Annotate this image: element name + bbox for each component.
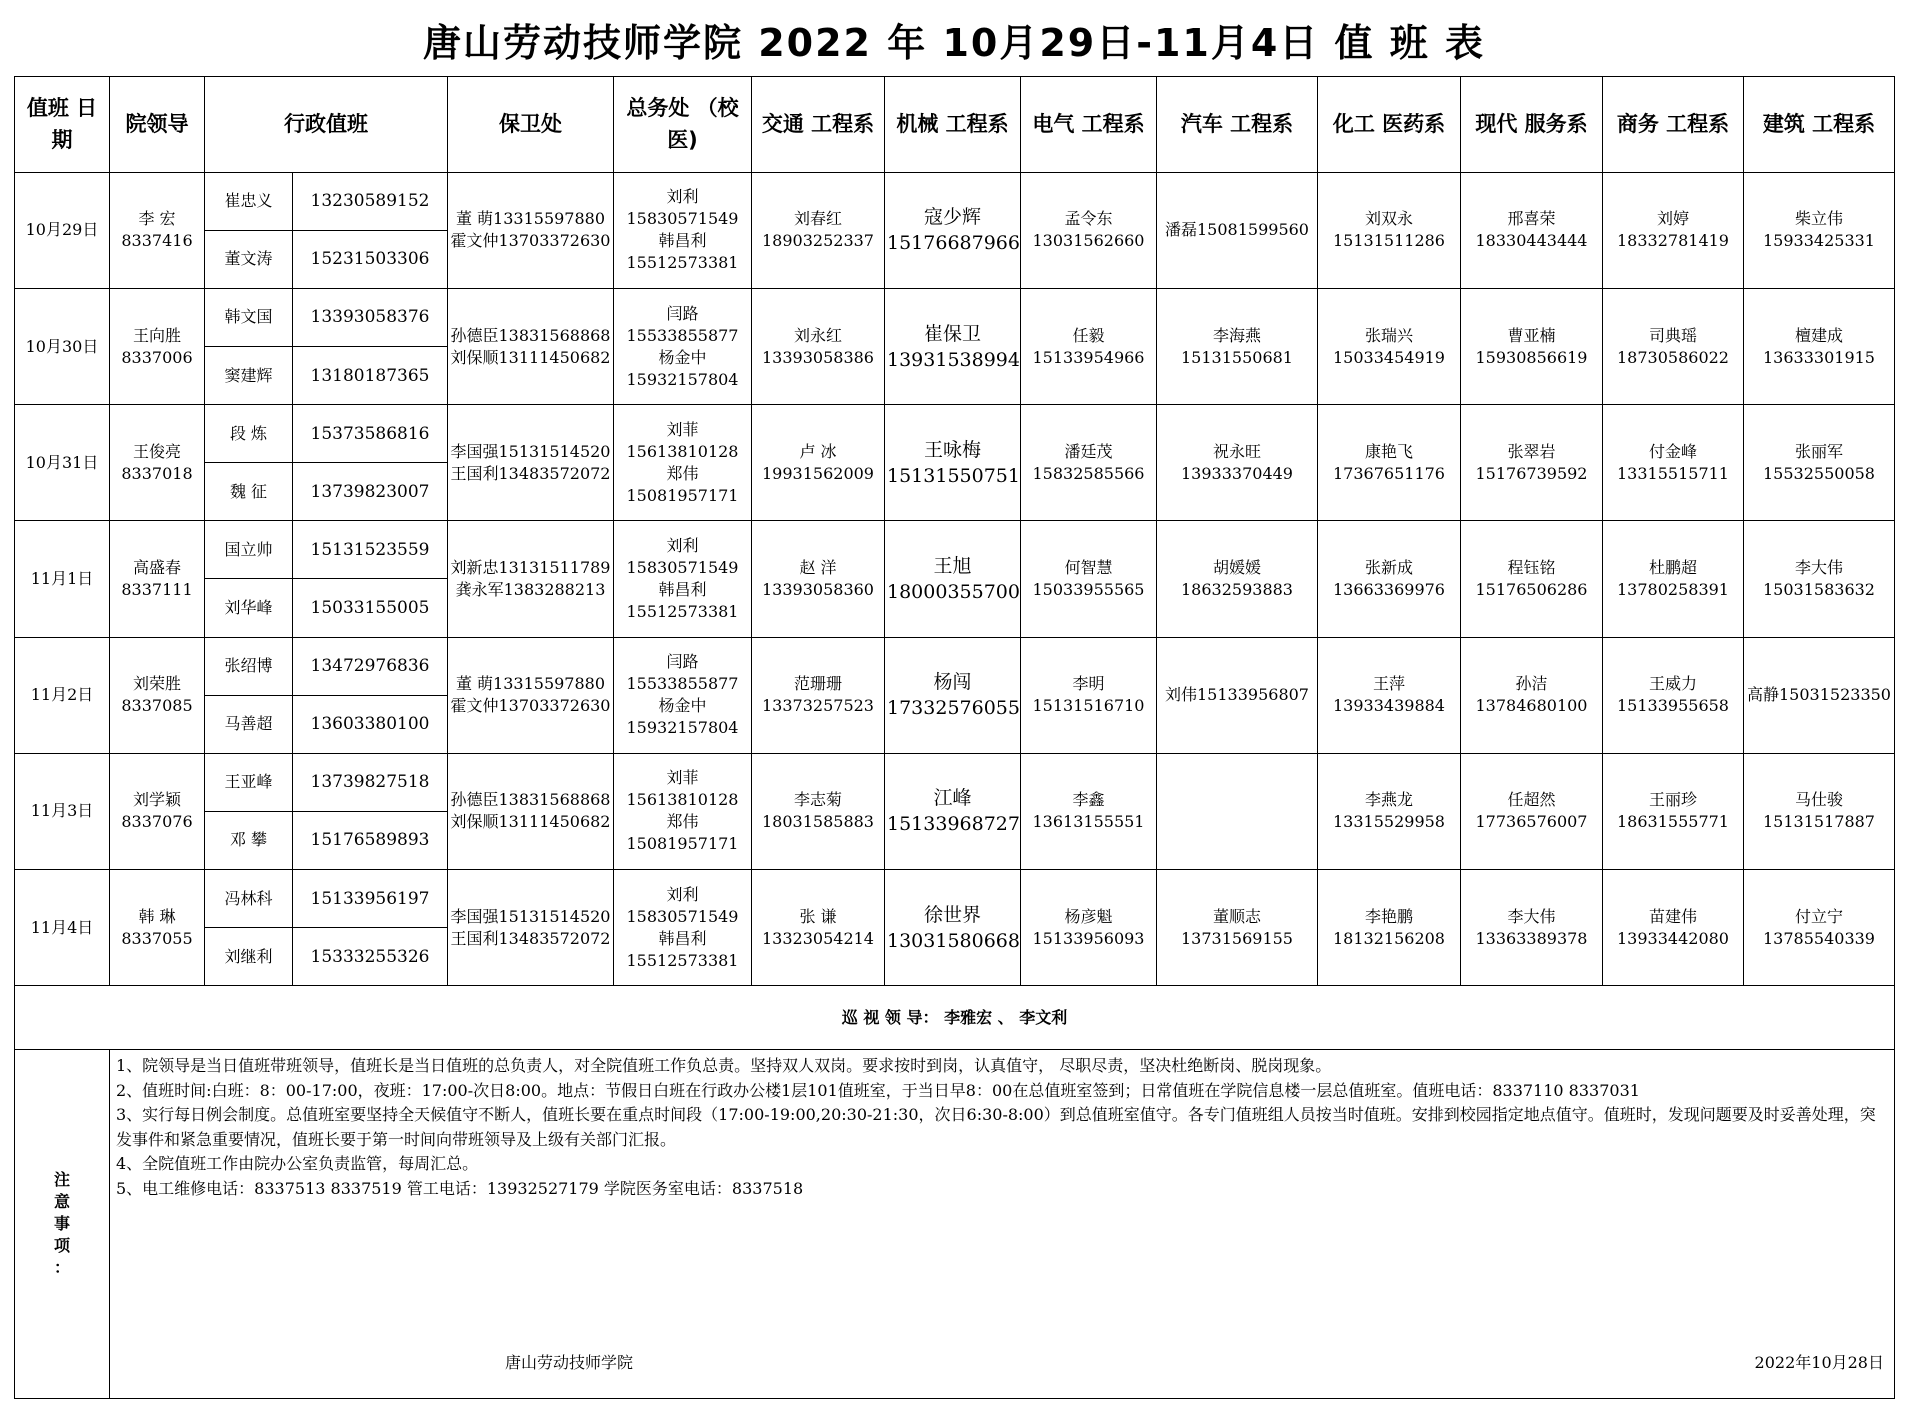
security-cell <box>448 288 614 404</box>
notes-content <box>110 1050 1895 1399</box>
chem-cell-line: 刘双永 <box>1364 209 1413 229</box>
building-cell-line: 柴立伟15933425331 <box>1763 209 1875 251</box>
business-cell-line: 王威力 <box>1648 674 1697 694</box>
security-cell <box>448 870 614 986</box>
auto-cell-line: 潘磊15081599560 <box>1165 220 1309 240</box>
electrical-cell-line: 13031562660 <box>1032 231 1145 251</box>
chem-cell-line: 13663369976 <box>1333 579 1445 599</box>
service-cell <box>1461 870 1603 986</box>
note-item: 3、实行每日例会制度。总值班室要坚持全天候值守不断人，值班长要在重点时间段（17:00-19:00,20:30-21:30，次日6:30-8:00）到总值班室值守。各专门值班组人员按当时值班。安排到校园指定地点值守。值班时，发现问题要及时妥善处理，突发事件和紧急重要情况，值班长要于第一时间向带班领导及上级有关部门汇报。 <box>116 1105 1876 1149</box>
building-cell-line: 付立宁13785540339 <box>1763 906 1875 948</box>
chem-cell <box>1318 637 1461 753</box>
auto-cell-line: 祝永旺13933370449 <box>1181 441 1293 483</box>
building-cell <box>1744 637 1895 753</box>
date-cell: 11月1日 <box>15 521 110 637</box>
electrical-cell <box>1021 288 1157 404</box>
machinery-cell <box>885 405 1021 521</box>
auto-cell <box>1157 405 1318 521</box>
security-cell-line: 刘保顺13111450682 <box>450 347 611 367</box>
service-cell-line: 孙洁13784680100 <box>1475 674 1588 716</box>
general-cell <box>614 172 752 288</box>
service-cell-line: 15176739592 <box>1475 463 1588 483</box>
machinery-cell-line: 18000355700 <box>887 580 1020 603</box>
traffic-cell-line: 卢 冰 <box>799 441 837 461</box>
business-cell-line: 18730586022 <box>1617 347 1729 367</box>
machinery-cell <box>885 753 1021 869</box>
inspection-leaders: 巡 视 领 导： 李雅宏 、 李文利 <box>15 986 1895 1050</box>
business-cell-line: 13933442080 <box>1617 928 1729 948</box>
machinery-cell-line: 王旭 <box>933 554 972 577</box>
table-row <box>15 753 1895 811</box>
service-cell <box>1461 288 1603 404</box>
chem-cell <box>1318 172 1461 288</box>
service-cell <box>1461 753 1603 869</box>
machinery-cell-line: 13931538994 <box>887 348 1020 371</box>
service-cell-line: 张翠岩 <box>1507 441 1556 461</box>
general-cell-line: 刘利15830571549 <box>626 535 739 577</box>
chem-cell <box>1318 288 1461 404</box>
col-header-electrical: 电气 工程系 <box>1021 77 1157 173</box>
admin-phone-cell: 15333255326 <box>293 928 448 986</box>
electrical-cell-line: 任毅15133954966 <box>1032 325 1145 367</box>
general-cell-line: 闫路15533855877 <box>626 303 739 345</box>
machinery-cell <box>885 521 1021 637</box>
leader-cell <box>110 521 205 637</box>
leader-cell-line: 8337006 <box>121 347 193 367</box>
business-cell <box>1603 753 1744 869</box>
general-cell-line: 杨金中 <box>658 696 707 716</box>
traffic-cell-line: 18903252337 <box>762 231 874 251</box>
general-cell <box>614 753 752 869</box>
admin-name-cell: 董文涛 <box>205 230 293 288</box>
note-item: 1、院领导是当日值班带班领导，值班长是当日值班的总负责人，对全院值班工作负总责。坚持双人双岗。要求按时到岗，认真值守， 尽职尽责，坚决杜绝断岗、脱岗现象。 <box>116 1056 1332 1076</box>
business-cell-line: 苗建伟 <box>1648 906 1697 926</box>
admin-phone-cell: 13230589152 <box>293 172 448 230</box>
auto-cell <box>1157 172 1318 288</box>
admin-name-cell: 段 炼 <box>205 405 293 463</box>
chem-cell <box>1318 405 1461 521</box>
leader-cell-line: 8337055 <box>121 928 193 948</box>
chem-cell <box>1318 521 1461 637</box>
date-cell: 11月2日 <box>15 637 110 753</box>
notes-label-char: 项 <box>53 1236 70 1256</box>
table-row <box>15 637 1895 695</box>
traffic-cell-line: 13393058360 <box>762 579 874 599</box>
electrical-cell <box>1021 521 1157 637</box>
machinery-cell-line: 15131550751 <box>887 464 1020 487</box>
col-header-machinery: 机械 工程系 <box>885 77 1021 173</box>
traffic-cell-line: 18031585883 <box>762 812 874 832</box>
electrical-cell-line: 潘廷茂 <box>1064 441 1113 461</box>
admin-phone-cell: 13739827518 <box>293 753 448 811</box>
table-row <box>15 288 1895 346</box>
footer-org: 唐山劳动技师学院 <box>505 1353 634 1372</box>
service-cell-line: 13363389378 <box>1475 928 1588 948</box>
traffic-cell-line: 赵 洋 <box>799 557 837 577</box>
admin-phone-cell: 13603380100 <box>293 695 448 753</box>
chem-cell-line: 李艳鹏 <box>1364 906 1413 926</box>
date-cell: 10月29日 <box>15 172 110 288</box>
machinery-cell <box>885 288 1021 404</box>
security-cell-line: 王国利13483572072 <box>450 463 611 483</box>
notes-label-char: 事 <box>53 1214 70 1234</box>
general-cell-line: 15932157804 <box>626 369 739 389</box>
chem-cell-line: 王萍13933439884 <box>1333 674 1445 716</box>
business-cell-line: 刘婷18332781419 <box>1617 209 1729 251</box>
electrical-cell-line: 孟令东 <box>1064 209 1113 229</box>
duty-table <box>14 76 1895 1399</box>
page-title: 唐山劳动技师学院 2022 年 10月29日-11月4日 值 班 表 <box>423 21 1485 65</box>
security-cell-line: 霍文仲13703372630 <box>450 696 611 716</box>
building-cell-line: 檀建成13633301915 <box>1763 325 1875 367</box>
machinery-cell-line: 崔保卫 <box>923 322 981 345</box>
leader-cell <box>110 637 205 753</box>
traffic-cell-line: 13393058386 <box>762 347 874 367</box>
date-cell: 11月3日 <box>15 753 110 869</box>
note-item: 5、电工维修电话：8337513 8337519 管工电话：13932527179 学院医务室电话：8337518 <box>116 1178 804 1198</box>
auto-cell <box>1157 288 1318 404</box>
machinery-cell <box>885 172 1021 288</box>
date-cell: 10月31日 <box>15 405 110 521</box>
security-cell <box>448 753 614 869</box>
notes-row <box>15 1050 1895 1399</box>
col-header-business: 商务 工程系 <box>1603 77 1744 173</box>
leader-cell <box>110 288 205 404</box>
notes-label-char: 注 <box>53 1170 70 1190</box>
service-cell-line: 17736576007 <box>1475 812 1588 832</box>
admin-name-cell: 邓 攀 <box>205 811 293 869</box>
traffic-cell-line: 张 谦 <box>799 906 837 926</box>
service-cell-line: 程钰铭 <box>1507 557 1556 577</box>
notes-label <box>15 1050 110 1399</box>
chem-cell-line: 17367651176 <box>1333 463 1445 483</box>
security-cell-line: 孙德臣13831568868 <box>450 790 611 810</box>
table-row <box>15 405 1895 463</box>
date-cell: 10月30日 <box>15 288 110 404</box>
leader-cell-line: 8337085 <box>121 696 193 716</box>
note-item: 4、全院值班工作由院办公室负责监管，每周汇总。 <box>116 1154 479 1174</box>
auto-cell-line: 刘伟15133956807 <box>1165 685 1309 705</box>
machinery-cell-line: 寇少辉 <box>923 206 981 229</box>
auto-cell <box>1157 753 1318 869</box>
security-cell-line: 董 萌13315597880 <box>455 209 606 229</box>
business-cell-line: 王丽珍 <box>1648 790 1697 810</box>
admin-name-cell: 国立帅 <box>205 521 293 579</box>
service-cell-line: 曹亚楠 <box>1507 325 1556 345</box>
service-cell-line: 15930856619 <box>1475 347 1588 367</box>
general-cell <box>614 870 752 986</box>
building-cell-line: 高静15031523350 <box>1747 685 1891 705</box>
machinery-cell-line: 杨闯 <box>933 671 972 694</box>
leader-cell <box>110 753 205 869</box>
business-cell-line: 杜鹏超 <box>1648 557 1697 577</box>
general-cell-line: 15512573381 <box>626 950 739 970</box>
leader-cell-line: 8337018 <box>121 463 193 483</box>
business-cell <box>1603 870 1744 986</box>
leader-cell-line: 韩 琳 <box>138 906 176 926</box>
general-cell-line: 郑伟15081957171 <box>626 463 739 505</box>
admin-name-cell: 张绍博 <box>205 637 293 695</box>
security-cell <box>448 405 614 521</box>
electrical-cell-line: 何智慧 <box>1064 557 1113 577</box>
traffic-cell <box>752 753 885 869</box>
service-cell-line: 任超然 <box>1507 790 1556 810</box>
admin-phone-cell: 13739823007 <box>293 463 448 521</box>
security-cell-line: 霍文仲13703372630 <box>450 231 611 251</box>
traffic-cell-line: 刘春红 <box>793 209 842 229</box>
security-cell <box>448 521 614 637</box>
col-header-auto: 汽车 工程系 <box>1157 77 1318 173</box>
leader-cell-line: 高盛春 <box>132 557 181 577</box>
machinery-cell-line: 王咏梅 <box>923 438 981 461</box>
auto-cell-line: 李海燕15131550681 <box>1181 325 1293 367</box>
building-cell <box>1744 870 1895 986</box>
table-row <box>15 172 1895 230</box>
admin-name-cell: 韩文国 <box>205 288 293 346</box>
traffic-cell <box>752 288 885 404</box>
col-header-leader: 院领导 <box>110 77 205 173</box>
traffic-cell <box>752 172 885 288</box>
business-cell-line: 司典瑶 <box>1648 325 1697 345</box>
traffic-cell-line: 范珊珊 <box>793 674 842 694</box>
leader-cell <box>110 172 205 288</box>
auto-cell-line: 董顺志13731569155 <box>1181 906 1293 948</box>
business-cell <box>1603 288 1744 404</box>
business-cell <box>1603 172 1744 288</box>
service-cell-line: 18330443444 <box>1475 231 1588 251</box>
electrical-cell-line: 杨彦魁 <box>1064 906 1113 926</box>
service-cell <box>1461 172 1603 288</box>
business-cell <box>1603 405 1744 521</box>
notes-label-char: ： <box>53 1258 70 1278</box>
chem-cell-line: 15033454919 <box>1333 347 1445 367</box>
service-cell-line: 15176506286 <box>1475 579 1588 599</box>
general-cell-line: 15932157804 <box>626 718 739 738</box>
col-header-admin: 行政值班 <box>205 77 448 173</box>
security-cell-line: 刘保顺13111450682 <box>450 812 611 832</box>
machinery-cell <box>885 870 1021 986</box>
chem-cell <box>1318 870 1461 986</box>
electrical-cell-line: 15832585566 <box>1032 463 1145 483</box>
chem-cell <box>1318 753 1461 869</box>
leader-cell <box>110 870 205 986</box>
electrical-cell <box>1021 405 1157 521</box>
electrical-cell <box>1021 637 1157 753</box>
leader-cell-line: 8337111 <box>121 579 193 599</box>
security-cell-line: 刘新忠13131511789 <box>450 557 611 577</box>
business-cell-line: 13780258391 <box>1617 579 1729 599</box>
general-cell-line: 杨金中 <box>658 347 707 367</box>
traffic-cell-line: 李志菊 <box>793 790 842 810</box>
header-row <box>15 77 1895 173</box>
traffic-cell <box>752 637 885 753</box>
security-cell-line: 龚永军1383288213 <box>455 579 606 599</box>
building-cell <box>1744 172 1895 288</box>
admin-name-cell: 王亚峰 <box>205 753 293 811</box>
col-header-traffic: 交通 工程系 <box>752 77 885 173</box>
note-item: 2、值班时间:白班：8：00-17:00，夜班：17:00-次日8:00。地点：节假日白班在行政办公楼1层101值班室，于当日早8：00在总值班室签到；日常值班在学院信息楼一层总值班室。值班电话：8337110 8337031 <box>116 1080 1640 1100</box>
business-cell-line: 18631555771 <box>1617 812 1729 832</box>
col-header-general: 总务处 （校医) <box>614 77 752 173</box>
auto-cell-line: 胡媛媛18632593883 <box>1181 557 1293 599</box>
traffic-cell-line: 13323054214 <box>762 928 874 948</box>
admin-name-cell: 刘继利 <box>205 928 293 986</box>
electrical-cell <box>1021 870 1157 986</box>
traffic-cell <box>752 521 885 637</box>
admin-name-cell: 魏 征 <box>205 463 293 521</box>
machinery-cell-line: 徐世界 <box>923 903 981 926</box>
admin-phone-cell: 15231503306 <box>293 230 448 288</box>
building-cell-line: 李大伟15031583632 <box>1763 557 1875 599</box>
traffic-cell-line: 19931562009 <box>762 463 874 483</box>
auto-cell <box>1157 637 1318 753</box>
general-cell-line: 刘利15830571549 <box>626 884 739 926</box>
general-cell-line: 15512573381 <box>626 253 739 273</box>
admin-phone-cell: 15033155005 <box>293 579 448 637</box>
chem-cell-line: 15131511286 <box>1333 231 1445 251</box>
building-cell-line: 马仕骏15131517887 <box>1763 790 1875 832</box>
auto-cell <box>1157 521 1318 637</box>
general-cell <box>614 637 752 753</box>
machinery-cell-line: 15133968727 <box>887 813 1020 836</box>
electrical-cell-line: 李鑫13613155551 <box>1032 790 1145 832</box>
building-cell <box>1744 288 1895 404</box>
leader-cell-line: 刘学颖 <box>132 790 181 810</box>
leader-cell <box>110 405 205 521</box>
col-header-building: 建筑 工程系 <box>1744 77 1895 173</box>
chem-cell-line: 李燕龙 <box>1364 790 1413 810</box>
electrical-cell <box>1021 753 1157 869</box>
machinery-cell-line: 13031580668 <box>887 929 1020 952</box>
footer-date: 2022年10月28日 <box>1754 1353 1884 1372</box>
chem-cell-line: 张新成 <box>1364 557 1413 577</box>
admin-name-cell: 冯林科 <box>205 870 293 928</box>
inspection-row <box>15 986 1895 1050</box>
electrical-cell-line: 15131516710 <box>1032 696 1145 716</box>
security-cell <box>448 637 614 753</box>
business-cell <box>1603 521 1744 637</box>
electrical-cell-line: 15133956093 <box>1032 928 1145 948</box>
machinery-cell-line: 17332576055 <box>887 697 1020 720</box>
general-cell <box>614 521 752 637</box>
security-cell-line: 李国强15131514520 <box>450 441 611 461</box>
chem-cell-line: 张瑞兴 <box>1364 325 1413 345</box>
machinery-cell-line: 江峰 <box>933 787 972 810</box>
date-cell: 11月4日 <box>15 870 110 986</box>
general-cell <box>614 405 752 521</box>
service-cell-line: 邢喜荣 <box>1507 209 1556 229</box>
leader-cell-line: 王向胜 <box>132 325 181 345</box>
admin-phone-cell: 15131523559 <box>293 521 448 579</box>
machinery-cell <box>885 637 1021 753</box>
general-cell-line: 韩昌利 <box>658 579 707 599</box>
electrical-cell-line: 15033955565 <box>1032 579 1145 599</box>
leader-cell-line: 8337416 <box>121 231 193 251</box>
col-header-date: 值班 日期 <box>15 77 110 173</box>
general-cell <box>614 288 752 404</box>
security-cell-line: 孙德臣13831568868 <box>450 325 611 345</box>
business-cell-line: 15133955658 <box>1617 696 1729 716</box>
security-cell-line: 董 萌13315597880 <box>455 674 606 694</box>
chem-cell-line: 18132156208 <box>1333 928 1445 948</box>
machinery-cell-line: 15176687966 <box>887 232 1020 255</box>
business-cell-line: 13315515711 <box>1617 463 1729 483</box>
leader-cell-line: 刘荣胜 <box>132 674 181 694</box>
admin-name-cell: 崔忠义 <box>205 172 293 230</box>
building-cell <box>1744 753 1895 869</box>
chem-cell-line: 13315529958 <box>1333 812 1445 832</box>
col-header-security: 保卫处 <box>448 77 614 173</box>
general-cell-line: 韩昌利 <box>658 928 707 948</box>
general-cell-line: 刘菲15613810128 <box>626 768 739 810</box>
service-cell <box>1461 521 1603 637</box>
admin-name-cell: 刘华峰 <box>205 579 293 637</box>
traffic-cell-line: 刘永红 <box>793 325 842 345</box>
service-cell <box>1461 637 1603 753</box>
business-cell-line: 付金峰 <box>1648 441 1697 461</box>
general-cell-line: 韩昌利 <box>658 231 707 251</box>
leader-cell-line: 李 宏 <box>138 209 176 229</box>
admin-phone-cell: 15373586816 <box>293 405 448 463</box>
business-cell <box>1603 637 1744 753</box>
security-cell-line: 李国强15131514520 <box>450 906 611 926</box>
auto-cell <box>1157 870 1318 986</box>
traffic-cell-line: 13373257523 <box>762 696 874 716</box>
admin-name-cell: 窦建辉 <box>205 347 293 405</box>
col-header-chem: 化工 医药系 <box>1318 77 1461 173</box>
building-cell <box>1744 405 1895 521</box>
leader-cell-line: 王俊亮 <box>132 441 181 461</box>
col-header-service: 现代 服务系 <box>1461 77 1603 173</box>
general-cell-line: 15512573381 <box>626 601 739 621</box>
chem-cell-line: 康艳飞 <box>1364 441 1413 461</box>
building-cell <box>1744 521 1895 637</box>
leader-cell-line: 8337076 <box>121 812 193 832</box>
admin-phone-cell: 13393058376 <box>293 288 448 346</box>
electrical-cell-line: 李明 <box>1072 674 1105 694</box>
general-cell-line: 刘利15830571549 <box>626 187 739 229</box>
electrical-cell <box>1021 172 1157 288</box>
admin-phone-cell: 13180187365 <box>293 347 448 405</box>
admin-phone-cell: 15176589893 <box>293 811 448 869</box>
admin-name-cell: 马善超 <box>205 695 293 753</box>
service-cell <box>1461 405 1603 521</box>
table-row <box>15 870 1895 928</box>
admin-phone-cell: 13472976836 <box>293 637 448 695</box>
general-cell-line: 郑伟15081957171 <box>626 812 739 854</box>
security-cell-line: 王国利13483572072 <box>450 928 611 948</box>
service-cell-line: 李大伟 <box>1507 906 1556 926</box>
traffic-cell <box>752 405 885 521</box>
admin-phone-cell: 15133956197 <box>293 870 448 928</box>
general-cell-line: 刘菲15613810128 <box>626 419 739 461</box>
security-cell <box>448 172 614 288</box>
notes-label-char: 意 <box>53 1192 70 1212</box>
building-cell-line: 张丽军15532550058 <box>1763 441 1875 483</box>
general-cell-line: 闫路15533855877 <box>626 652 739 694</box>
traffic-cell <box>752 870 885 986</box>
table-row <box>15 521 1895 579</box>
